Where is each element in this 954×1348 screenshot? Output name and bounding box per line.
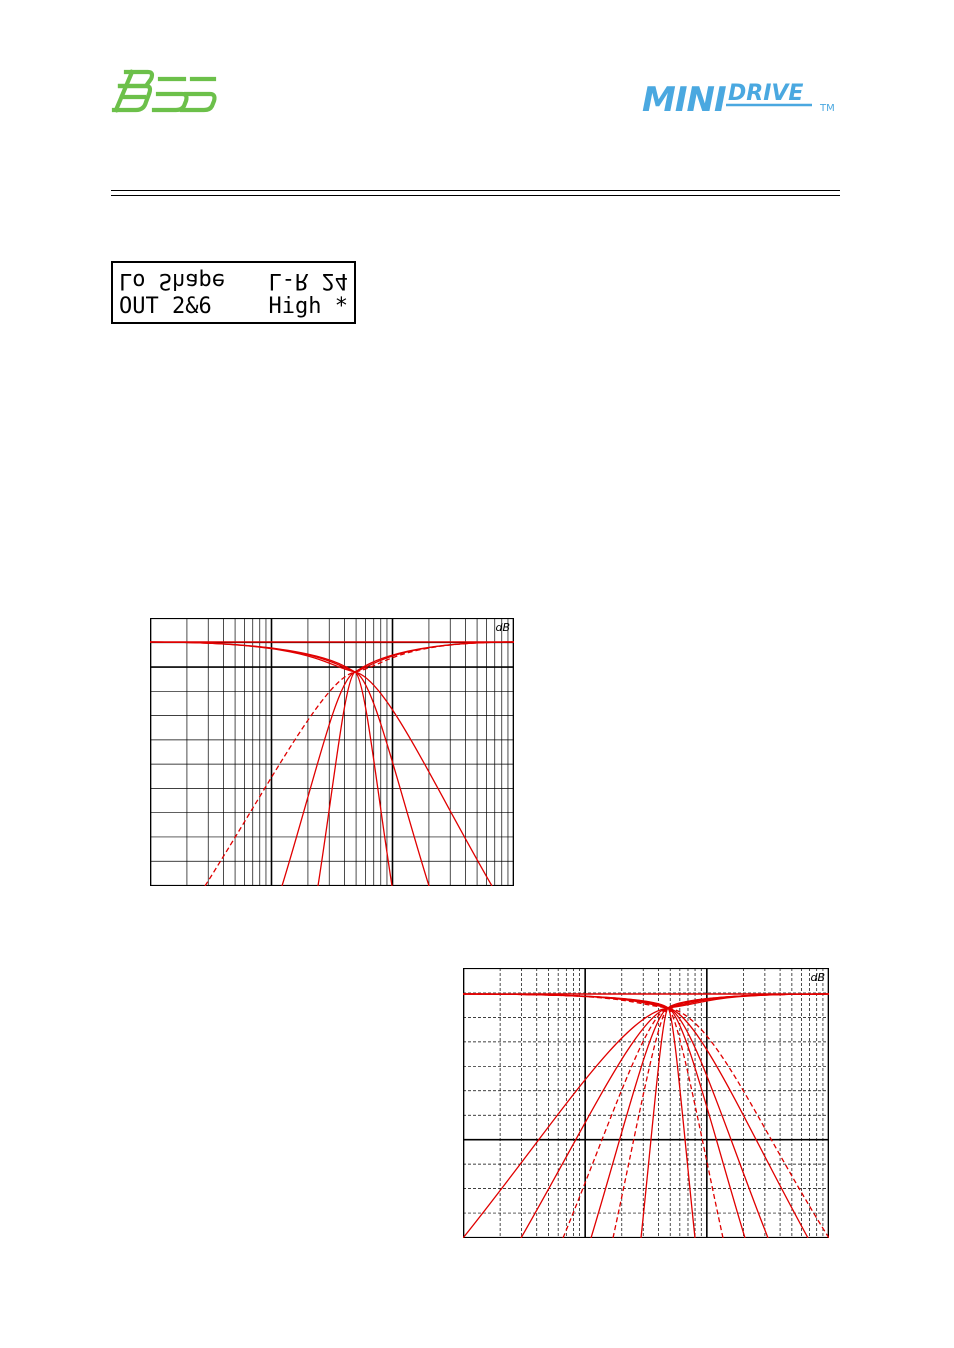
minidrive-logo-tm: TM: [820, 103, 835, 114]
plot-frame: [151, 619, 514, 886]
lcd-line-1-left: Lo Shape: [119, 268, 225, 293]
bss-logo: [110, 66, 220, 116]
minidrive-logo: [640, 78, 845, 118]
lcd-line-1: [119, 267, 348, 293]
plot-db-label: dB: [810, 971, 825, 984]
lcd-line-1-right: L-R 24: [268, 268, 348, 293]
header-rule-bottom: [111, 195, 840, 196]
lcd-line-2-right: High *: [268, 294, 348, 319]
lcd-line-2: [119, 294, 348, 320]
frequency-response-plot-2: [463, 968, 829, 1238]
lcd-display: [111, 261, 356, 324]
minidrive-logo-mini: MINI: [642, 80, 726, 118]
frequency-response-plot-1: [150, 618, 514, 886]
minidrive-logo-drive: DRIVE: [728, 81, 804, 106]
plot-db-label: dB: [495, 621, 510, 634]
lcd-line-2-left: OUT 2&6: [119, 294, 212, 319]
header-rule-top: [111, 190, 840, 191]
plot-frame: [464, 969, 829, 1238]
